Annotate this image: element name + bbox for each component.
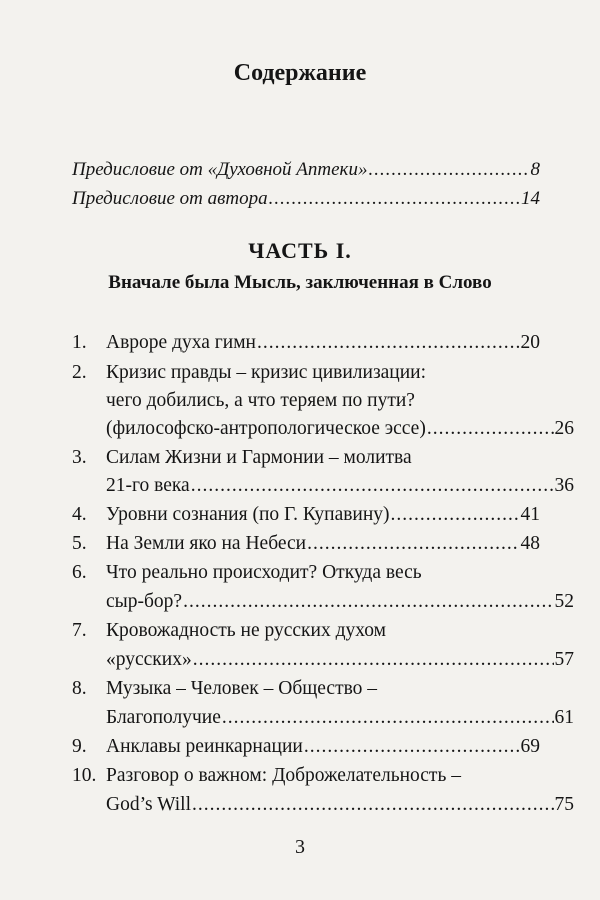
toc-entry-page: 61 [554, 707, 574, 728]
toc-entry-text: На Земли яко на Небеси [106, 533, 307, 554]
toc-entry-number: 5. [72, 533, 87, 554]
preface-entry-page: 14 [521, 188, 540, 209]
dot-leader [304, 734, 520, 760]
toc-entry-8 [72, 676, 540, 702]
toc-entry-page: 41 [520, 504, 540, 525]
toc-entry-page: 69 [520, 736, 540, 757]
toc-entry-3-line-2 [72, 473, 574, 499]
preface-entry-page: 8 [530, 159, 540, 180]
toc-entry-9 [72, 734, 540, 760]
toc-entry-number: 1. [72, 332, 87, 353]
toc-entry-text: Кризис правды – кризис цивилизации: [106, 362, 427, 383]
toc-entry-text: 21-го века [106, 475, 190, 496]
dot-leader [269, 187, 520, 211]
dot-leader [391, 502, 520, 528]
contents-title: Содержание [233, 60, 367, 86]
toc-entry-7-line-2 [72, 647, 574, 673]
toc-entry-page: 52 [554, 591, 574, 612]
toc-entry-10 [72, 763, 540, 789]
dot-leader [192, 792, 554, 818]
toc-entry-page: 48 [520, 533, 540, 554]
dot-leader [427, 416, 554, 442]
toc-entry-text: Что реально происходит? Откуда весь [106, 562, 422, 583]
toc-entry-number: 8. [72, 678, 87, 699]
dot-leader [307, 531, 519, 557]
toc-entry-number: 3. [72, 447, 87, 468]
toc-entry-number: 9. [72, 736, 87, 757]
dot-leader [191, 473, 554, 499]
toc-entry-text: сыр-бор? [106, 591, 183, 612]
toc-entry-number: 10. [72, 765, 97, 786]
toc-entry-text: Кровожадность не русских духом [106, 620, 386, 641]
toc-entry-2 [72, 360, 540, 386]
toc-entry-2-line-3 [72, 416, 574, 442]
toc-entry-3 [72, 445, 540, 471]
toc-entry-text: Музыка – Человек – Общество – [106, 678, 378, 699]
toc-entry-page: 26 [554, 418, 574, 439]
toc-entry-page: 36 [554, 475, 574, 496]
toc-entry-text: Разговор о важном: Доброжелательность – [106, 765, 461, 786]
preface-entry-author [72, 187, 540, 211]
dot-leader [257, 330, 520, 356]
dot-leader [368, 158, 529, 182]
toc-entry-text: Уровни сознания (по Г. Купавину) [106, 504, 390, 525]
preface-entry-text: Предисловие от автора [72, 188, 268, 209]
preface-entry-text: Предисловие от «Духовной Аптеки» [72, 159, 368, 180]
toc-entry-number: 4. [72, 504, 87, 525]
toc-entry-text: Силам Жизни и Гармонии – молитва [106, 447, 412, 468]
toc-entry-6 [72, 560, 540, 586]
part-subtitle: Вначале была Мысль, заключенная в Слово [108, 272, 492, 293]
toc-entry-text: Авроре духа гимн [106, 332, 256, 353]
page-number: 3 [295, 836, 305, 858]
toc-entry-2-line-2 [72, 388, 574, 414]
toc-entry-5 [72, 531, 540, 557]
toc-entry-6-line-2 [72, 589, 574, 615]
toc-entry-number: 7. [72, 620, 87, 641]
toc-entry-1 [72, 330, 540, 356]
toc-entry-text: Благополучие [106, 707, 221, 728]
toc-entry-page: 57 [554, 649, 574, 670]
toc-entry-text: «русских» [106, 649, 192, 670]
toc-entry-7 [72, 618, 540, 644]
toc-entry-10-line-2 [72, 792, 574, 818]
toc-entry-text: Анклавы реинкарнации [106, 736, 303, 757]
preface-entry-spiritual-pharmacy [72, 158, 540, 182]
toc-entry-text: чего добились, а что теряем по пути? [106, 390, 415, 411]
part-title: ЧАСТЬ I. [248, 238, 352, 263]
dot-leader [222, 705, 554, 731]
dot-leader [183, 589, 553, 615]
toc-entry-text: God’s Will [106, 794, 191, 815]
toc-entry-4 [72, 502, 540, 528]
toc-entry-number: 6. [72, 562, 87, 583]
toc-entry-8-line-2 [72, 705, 574, 731]
toc-entry-text: (философско-антропологическое эссе) [106, 418, 426, 439]
toc-entry-number: 2. [72, 362, 87, 383]
dot-leader [193, 647, 554, 673]
toc-entry-page: 20 [520, 332, 540, 353]
toc-entry-page: 75 [554, 794, 574, 815]
